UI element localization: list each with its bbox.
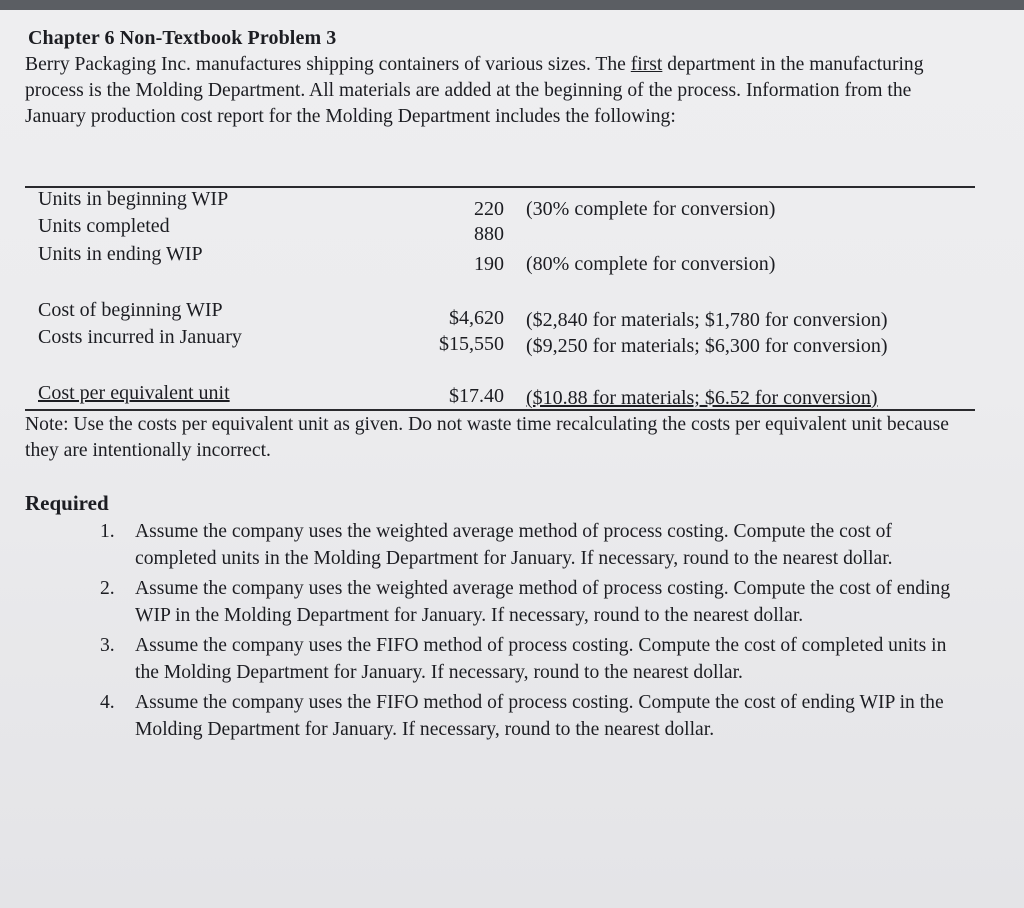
cpe-label: Cost per equivalent unit xyxy=(38,382,230,404)
required-item xyxy=(100,632,960,686)
document-page xyxy=(0,10,1024,908)
intro-underlined-word: first xyxy=(630,54,663,75)
photo-top-edge xyxy=(0,0,1024,10)
note-text: Note: Use the costs per equivalent unit as given. Do not waste time recalculating the costs per equivalent unit because they are intentionally incorrect. xyxy=(25,414,949,461)
row-note: (30% complete for conversion) xyxy=(526,198,776,220)
row-note: ($9,250 for materials; $6,300 for conversion) xyxy=(526,335,888,357)
item-number: 3. xyxy=(100,635,115,656)
cpe-value: $17.40 xyxy=(449,385,504,407)
required-heading: Required xyxy=(25,491,109,515)
item-number: 4. xyxy=(100,692,115,713)
table-bottom-rule xyxy=(25,409,975,411)
item-number: 1. xyxy=(100,521,115,542)
problem-title: Chapter 6 Non-Textbook Problem 3 xyxy=(28,27,337,49)
row-value: 190 xyxy=(474,253,504,275)
intro-text-2: department in the manufacturing process is the Molding Department. All materials are added at the beginning of the process. Information from the January production cost report for the Molding Department includes the following: xyxy=(25,54,924,127)
intro-text-1: Berry Packaging Inc. manufactures shipping containers of various sizes. The xyxy=(25,54,631,75)
row-note: (80% complete for conversion) xyxy=(526,253,776,275)
row-value: $15,550 xyxy=(439,333,504,355)
item-number: 2. xyxy=(100,578,115,599)
row-label: Units in ending WIP xyxy=(38,243,203,265)
row-note: ($2,840 for materials; $1,780 for conversion) xyxy=(526,309,888,331)
required-item xyxy=(100,689,960,743)
item-text: Assume the company uses the weighted average method of process costing. Compute the cost of ending WIP in the Molding Department for January. If necessary, round to the nearest dollar. xyxy=(135,578,951,626)
row-value: 880 xyxy=(474,223,504,245)
item-text: Assume the company uses the FIFO method of process costing. Compute the cost of completed units in the Molding Department for January. If necessary, round to the nearest dollar. xyxy=(135,635,947,683)
problem-intro xyxy=(25,52,955,130)
required-item xyxy=(100,575,960,629)
row-value: $4,620 xyxy=(449,307,504,329)
row-label: Cost of beginning WIP xyxy=(38,299,223,321)
row-value: 220 xyxy=(474,198,504,220)
item-text: Assume the company uses the weighted average method of process costing. Compute the cost of completed units in the Molding Department for January. If necessary, round to the nearest dollar. xyxy=(135,521,893,569)
required-item xyxy=(100,518,960,572)
row-label: Units completed xyxy=(38,215,170,237)
row-label: Costs incurred in January xyxy=(38,326,242,348)
required-list xyxy=(100,518,960,746)
cpe-note: ($10.88 for materials; $6.52 for conversion) xyxy=(526,387,878,409)
item-text: Assume the company uses the FIFO method of process costing. Compute the cost of ending WIP in the Molding Department for January. If necessary, round to the nearest dollar. xyxy=(135,692,944,740)
row-label: Units in beginning WIP xyxy=(38,188,229,210)
